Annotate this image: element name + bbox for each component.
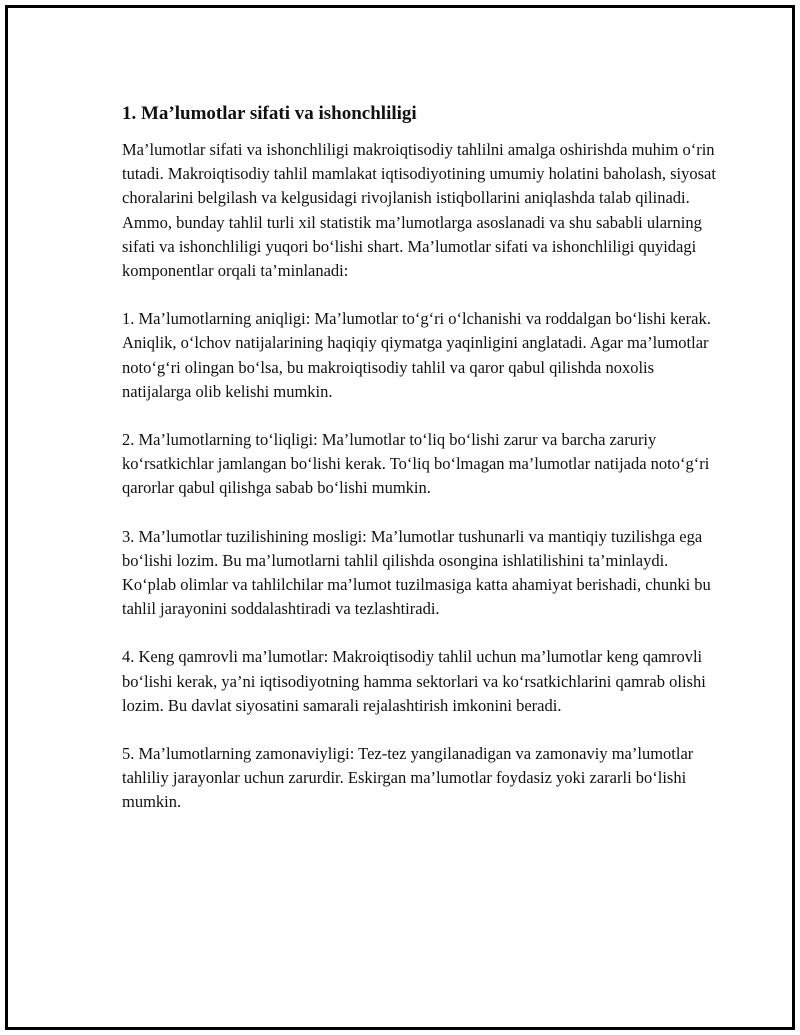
list-item-timeliness: 5. Ma’lumotlarning zamonaviyligi: Tez-tez yangilanadigan va zamonaviy ma’lumotlar tahliliy jarayonlar uchun zarurdir. Eskirgan ma’lumotlar foydasiz yoki zararli bo‘lishi mumkin. bbox=[122, 744, 694, 812]
page-frame bbox=[5, 5, 795, 1030]
section-heading: 1. Ma’lumotlar sifati va ishonchliligi bbox=[122, 103, 417, 124]
document-body bbox=[122, 100, 722, 839]
list-item-structure: 3. Ma’lumotlar tuzilishining mosligi: Ma’lumotlar tushunarli va mantiqiy tuzilishga ega bo‘lishi lozim. Bu ma’lumotlarni tahlil qilishda osongina ishlatilishini ta’minlaydi. Ko‘plab olimlar va tahlilchilar ma’lumot tuzilmasiga katta ahamiyat berishadi, chunki bu tahlil jarayonini soddalashtiradi va tezlashtiradi. bbox=[122, 526, 711, 619]
list-item-accuracy: 1. Ma’lumotlarning aniqligi: Ma’lumotlar to‘g‘ri o‘lchanishi va roddalgan bo‘lishi kerak. Aniqlik, o‘lchov natijalarining haqiqiy qiymatga yaqinligini anglatadi. Agar ma’lumotlar noto‘g‘ri olingan bo‘lsa, bu makroiqtisodiy tahlil va qaror qabul qilishda noxolis natijalarga olib kelishi mumkin. bbox=[122, 309, 711, 401]
list-item-coverage: 4. Keng qamrovli ma’lumotlar: Makroiqtisodiy tahlil uchun ma’lumotlar keng qamrovli bo‘lishi kerak, ya’ni iqtisodiyotning hamma sektorlari va ko‘rsatkichlarini qamrab olishi lozim. Bu davlat siyosatini samarali rejalashtirish imkonini beradi. bbox=[122, 647, 706, 715]
intro-paragraph: Ma’lumotlar sifati va ishonchliligi makroiqtisodiy tahlilni amalga oshirishda muhim o‘rin tutadi. Makroiqtisodiy tahlil mamlakat iqtisodiyotining umumiy holatini baholash, siyosat choralarini belgilash va kelgusidagi rivojlanish istiqbollarini aniqlashda talab qilinadi. Ammo, bunday tahlil turli xil statistik ma’lumotlarga asoslanadi va shu sababli ularning sifati va ishonchliligi yuqori bo‘lishi shart. Ma’lumotlar sifati va ishonchliligi quyidagi komponentlar orqali ta’minlanadi: bbox=[122, 140, 716, 281]
list-item-completeness: 2. Ma’lumotlarning to‘liqligi: Ma’lumotlar to‘liq bo‘lishi zarur va barcha zaruriy ko‘rsatkichlar jamlangan bo‘lishi kerak. To‘liq bo‘lmagan ma’lumotlar natijada noto‘g‘ri qarorlar qabul qilishga sabab bo‘lishi mumkin. bbox=[122, 430, 710, 498]
